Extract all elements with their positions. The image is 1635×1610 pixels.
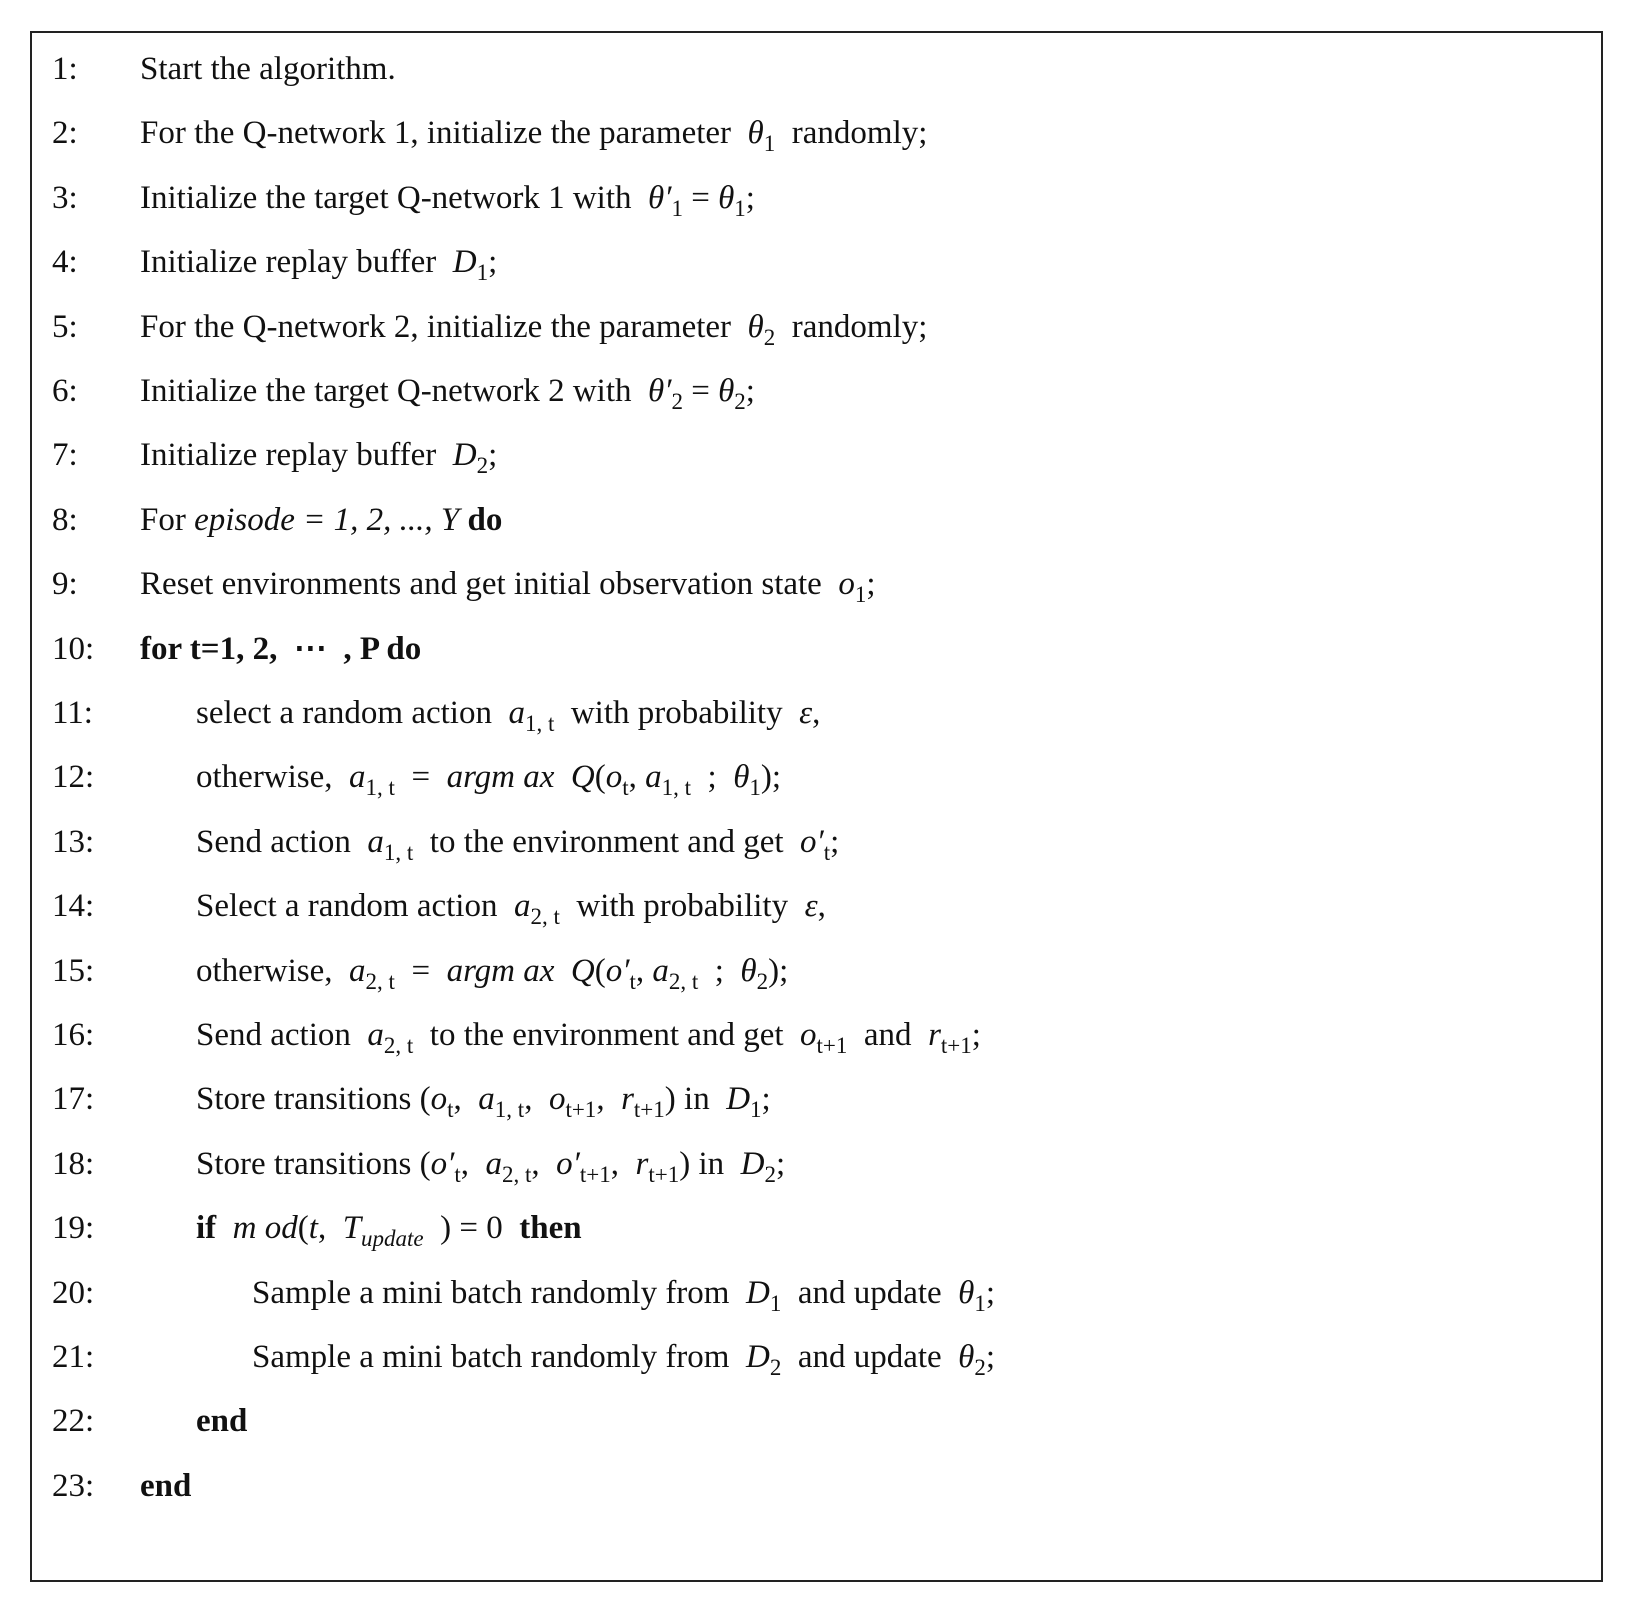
text-segment: t bbox=[629, 968, 636, 994]
line-number: 15: bbox=[52, 952, 95, 989]
text-segment: D bbox=[452, 244, 477, 281]
algorithm-line bbox=[32, 1327, 1601, 1387]
text-segment: with probability bbox=[559, 888, 805, 925]
line-number: 10: bbox=[52, 630, 95, 667]
text-segment: ( bbox=[297, 1210, 309, 1247]
text-segment: θ′ bbox=[648, 179, 672, 216]
text-segment: end bbox=[140, 1467, 192, 1504]
algorithm-line bbox=[32, 1263, 1601, 1323]
step-text bbox=[140, 490, 502, 550]
line-number: 3: bbox=[52, 179, 78, 216]
text-segment: θ bbox=[747, 308, 764, 345]
line-number: 4: bbox=[52, 244, 78, 281]
text-segment: randomly; bbox=[775, 308, 928, 345]
text-segment: otherwise, bbox=[196, 759, 350, 796]
text-segment: 1, t bbox=[383, 839, 414, 865]
text-segment: ; bbox=[745, 179, 755, 216]
text-segment: m od bbox=[232, 1210, 298, 1247]
text-segment: a bbox=[645, 759, 662, 796]
text-segment: ; bbox=[985, 1339, 996, 1375]
algorithm-line bbox=[32, 297, 1601, 357]
text-segment: update bbox=[361, 1226, 424, 1252]
text-segment: t+1 bbox=[633, 1097, 665, 1123]
text-segment: , bbox=[531, 1145, 557, 1182]
text-segment: ; bbox=[866, 566, 876, 603]
text-segment: ; bbox=[971, 1017, 981, 1053]
algorithm-line bbox=[32, 1069, 1601, 1129]
line-number: 12: bbox=[52, 759, 95, 796]
text-segment: ; bbox=[698, 952, 741, 989]
text-segment: select a random action bbox=[196, 695, 509, 731]
text-segment: 1 bbox=[854, 582, 867, 608]
algorithm-box bbox=[30, 31, 1603, 1582]
text-segment: θ′ bbox=[648, 373, 672, 409]
text-segment: t bbox=[447, 1097, 454, 1123]
text-segment: 2, t bbox=[668, 968, 699, 994]
text-segment: 1, t bbox=[524, 711, 555, 736]
text-segment: 2 bbox=[763, 324, 776, 350]
text-segment: ; bbox=[775, 1145, 786, 1182]
text-segment: for t=1, 2, ⋯ , P do bbox=[140, 630, 422, 667]
text-segment: t bbox=[622, 775, 629, 801]
text-segment: θ bbox=[740, 952, 757, 989]
text-segment: , bbox=[812, 695, 821, 731]
text-segment: ε bbox=[804, 888, 818, 925]
text-segment: 2 bbox=[769, 1355, 782, 1380]
text-segment: , bbox=[596, 1081, 622, 1118]
algorithm-line bbox=[32, 490, 1601, 550]
text-segment: , bbox=[628, 759, 646, 796]
text-segment: then bbox=[519, 1210, 582, 1247]
text-segment: 2, t bbox=[502, 1161, 532, 1187]
text-segment: ; bbox=[985, 1274, 996, 1311]
step-text bbox=[196, 747, 781, 818]
text-segment: end bbox=[196, 1403, 248, 1440]
text-segment: Initialize replay buffer bbox=[140, 437, 453, 474]
text-segment: t+1 bbox=[579, 1161, 611, 1187]
algorithm-line bbox=[32, 876, 1601, 936]
text-segment: otherwise, bbox=[196, 952, 350, 989]
text-segment: 1, t bbox=[365, 775, 395, 801]
text-segment: , bbox=[817, 888, 826, 925]
line-number: 6: bbox=[52, 373, 78, 409]
text-segment: Sample a mini batch randomly from bbox=[252, 1274, 746, 1311]
step-text bbox=[140, 425, 497, 496]
line-number: 13: bbox=[52, 823, 95, 860]
algorithm-line bbox=[32, 1005, 1601, 1065]
line-number: 21: bbox=[52, 1339, 95, 1375]
line-number: 5: bbox=[52, 308, 78, 345]
text-segment: ; bbox=[488, 244, 498, 281]
text-segment: t bbox=[454, 1161, 461, 1187]
text-segment: = bbox=[682, 373, 719, 409]
text-segment: D bbox=[740, 1145, 765, 1182]
algorithm-line bbox=[32, 1456, 1601, 1516]
line-number: 7: bbox=[52, 437, 78, 474]
text-segment: a bbox=[652, 952, 669, 989]
text-segment: Reset environments and get initial observation state bbox=[140, 566, 839, 603]
text-segment: Initialize the target Q-network 2 with bbox=[140, 373, 648, 409]
text-segment: if bbox=[196, 1210, 217, 1247]
text-segment: o bbox=[800, 1017, 817, 1053]
text-segment: Store transitions ( bbox=[196, 1081, 431, 1118]
text-segment: a bbox=[367, 823, 384, 860]
text-segment: o′ bbox=[605, 952, 630, 989]
text-segment: t bbox=[308, 1210, 318, 1247]
text-segment: a bbox=[349, 759, 366, 796]
text-segment: 2 bbox=[974, 1355, 986, 1380]
text-segment: o bbox=[548, 1081, 566, 1118]
text-segment: , bbox=[317, 1210, 343, 1247]
text-segment: randomly; bbox=[775, 115, 928, 152]
algorithm-line bbox=[32, 103, 1601, 163]
text-segment: a bbox=[485, 1145, 503, 1182]
text-segment: , bbox=[610, 1145, 636, 1182]
text-segment: 1 bbox=[763, 131, 776, 157]
text-segment: a bbox=[367, 1017, 384, 1053]
step-text bbox=[196, 941, 788, 1012]
text-segment: ) = 0 bbox=[423, 1210, 520, 1247]
algorithm-line bbox=[32, 168, 1601, 228]
step-text bbox=[140, 232, 497, 303]
step-text bbox=[196, 1069, 771, 1140]
text-segment: a bbox=[513, 888, 531, 925]
line-number: 17: bbox=[52, 1081, 95, 1118]
text-segment: For the Q-network 1, initialize the parameter bbox=[140, 115, 748, 152]
step-text bbox=[196, 1005, 981, 1076]
text-segment: and bbox=[847, 1017, 929, 1053]
text-segment: D bbox=[452, 437, 477, 474]
step-text bbox=[252, 1327, 995, 1398]
line-number: 2: bbox=[52, 115, 78, 152]
text-segment: with probability bbox=[554, 695, 800, 731]
text-segment: Send action bbox=[196, 1017, 368, 1053]
algorithm-line bbox=[32, 1134, 1601, 1194]
line-number: 18: bbox=[52, 1145, 95, 1182]
algorithm-line bbox=[32, 812, 1601, 872]
text-segment: 2 bbox=[476, 453, 489, 479]
line-number: 11: bbox=[52, 695, 93, 731]
text-segment: Initialize the target Q-network 1 with bbox=[140, 179, 648, 216]
step-text bbox=[196, 1134, 785, 1205]
text-segment: 2 bbox=[671, 389, 683, 414]
step-text bbox=[140, 619, 421, 679]
algorithm-line bbox=[32, 361, 1601, 421]
algorithm-line bbox=[32, 1198, 1601, 1258]
step-text bbox=[196, 876, 826, 947]
step-text bbox=[140, 297, 927, 368]
text-segment: 1 bbox=[476, 260, 489, 286]
text-segment: o bbox=[430, 1081, 448, 1118]
text-segment: ; bbox=[488, 437, 498, 474]
step-text bbox=[140, 554, 876, 625]
text-segment: , bbox=[635, 952, 653, 989]
text-segment: to the environment and get bbox=[413, 823, 801, 860]
text-segment: Initialize replay buffer bbox=[140, 244, 453, 281]
text-segment: θ bbox=[958, 1274, 975, 1311]
text-segment: , bbox=[524, 1081, 549, 1118]
text-segment: o bbox=[605, 759, 623, 796]
text-segment: ) in bbox=[664, 1081, 727, 1118]
line-number: 14: bbox=[52, 888, 95, 925]
text-segment: ) in bbox=[679, 1145, 741, 1182]
line-number: 9: bbox=[52, 566, 78, 603]
step-text bbox=[140, 1456, 191, 1516]
text-segment: and update bbox=[781, 1274, 959, 1311]
step-text bbox=[196, 683, 820, 754]
text-segment: 1, t bbox=[661, 775, 692, 801]
step-text bbox=[196, 1198, 582, 1269]
step-text bbox=[252, 1263, 995, 1334]
text-segment: ( bbox=[594, 759, 606, 796]
text-segment: argm ax Q bbox=[446, 759, 595, 796]
algorithm-line bbox=[32, 554, 1601, 614]
text-segment: ; bbox=[691, 759, 734, 796]
text-segment: t+1 bbox=[816, 1033, 848, 1058]
text-segment: r bbox=[621, 1081, 634, 1118]
text-segment: do bbox=[467, 501, 503, 538]
text-segment: Store transitions ( bbox=[196, 1145, 431, 1182]
text-segment: 2, t bbox=[383, 1033, 414, 1058]
text-segment: θ bbox=[718, 373, 735, 409]
text-segment: to the environment and get bbox=[413, 1017, 801, 1053]
text-segment: episode = 1, 2, ..., Y bbox=[194, 501, 460, 538]
step-text bbox=[140, 103, 927, 174]
text-segment: o′ bbox=[800, 823, 824, 860]
text-segment: t+1 bbox=[565, 1097, 597, 1123]
step-text bbox=[140, 39, 396, 99]
text-segment: Send action bbox=[196, 823, 368, 860]
text-segment: r bbox=[928, 1017, 941, 1053]
line-number: 19: bbox=[52, 1210, 95, 1247]
text-segment: and update bbox=[781, 1339, 959, 1375]
text-segment: = bbox=[394, 952, 447, 989]
text-segment: T bbox=[342, 1210, 362, 1247]
line-number: 20: bbox=[52, 1274, 95, 1311]
text-segment: = bbox=[394, 759, 447, 796]
text-segment: a bbox=[478, 1081, 495, 1118]
text-segment: 2, t bbox=[530, 904, 560, 930]
algorithm-line bbox=[32, 1391, 1601, 1451]
text-segment: 1, t bbox=[494, 1097, 525, 1123]
text-segment: o bbox=[838, 566, 855, 603]
text-segment: 1 bbox=[734, 195, 746, 221]
text-segment: ε bbox=[799, 695, 813, 731]
algorithm-line bbox=[32, 941, 1601, 1001]
algorithm-line bbox=[32, 39, 1601, 99]
text-segment: , bbox=[460, 1145, 486, 1182]
text-segment: 2, t bbox=[365, 968, 395, 994]
text-segment: ; bbox=[761, 1081, 771, 1118]
text-segment: 1 bbox=[750, 1097, 762, 1123]
step-text bbox=[140, 168, 755, 239]
text-segment: 1 bbox=[671, 195, 683, 221]
text-segment: ); bbox=[760, 759, 782, 796]
text-segment: argm ax Q bbox=[446, 952, 595, 989]
text-segment: θ bbox=[747, 115, 764, 152]
line-number: 16: bbox=[52, 1017, 95, 1053]
text-segment: 2 bbox=[764, 1161, 776, 1187]
step-text bbox=[196, 812, 839, 883]
line-number: 1: bbox=[52, 51, 78, 87]
text-segment: 1 bbox=[974, 1290, 986, 1316]
text-segment: t bbox=[823, 839, 831, 865]
text-segment: D bbox=[745, 1339, 770, 1375]
algorithm-line bbox=[32, 747, 1601, 807]
line-number: 23: bbox=[52, 1467, 95, 1504]
text-segment: a bbox=[508, 695, 525, 731]
text-segment: ); bbox=[768, 952, 789, 989]
text-segment: ; bbox=[830, 823, 840, 860]
text-segment bbox=[459, 502, 467, 538]
algorithm-line bbox=[32, 232, 1601, 292]
text-segment: θ bbox=[958, 1339, 975, 1375]
text-segment: For bbox=[140, 501, 195, 538]
text-segment: 1 bbox=[769, 1290, 782, 1316]
text-segment: o′ bbox=[556, 1145, 580, 1182]
text-segment: For the Q-network 2, initialize the parameter bbox=[140, 308, 748, 345]
text-segment: 1 bbox=[749, 775, 761, 801]
text-segment: Select a random action bbox=[196, 888, 514, 925]
line-number: 22: bbox=[52, 1403, 95, 1440]
text-segment: D bbox=[726, 1081, 751, 1118]
text-segment: ( bbox=[594, 952, 606, 989]
text-segment: θ bbox=[733, 759, 750, 796]
algorithm-line bbox=[32, 425, 1601, 485]
text-segment: a bbox=[349, 952, 366, 989]
text-segment: D bbox=[745, 1274, 770, 1311]
text-segment: t+1 bbox=[940, 1033, 972, 1058]
line-number: 8: bbox=[52, 501, 78, 538]
step-text bbox=[196, 1391, 247, 1451]
text-segment: r bbox=[635, 1145, 649, 1182]
text-segment: 2 bbox=[756, 968, 769, 994]
step-text bbox=[140, 361, 755, 432]
text-segment: o′ bbox=[430, 1145, 455, 1182]
algorithm-line bbox=[32, 683, 1601, 743]
text-segment: Start the algorithm. bbox=[140, 51, 396, 87]
algorithm-line bbox=[32, 619, 1601, 679]
text-segment: t+1 bbox=[648, 1161, 680, 1187]
text-segment: , bbox=[453, 1081, 479, 1118]
text-segment: = bbox=[682, 179, 719, 216]
text-segment: 2 bbox=[734, 389, 746, 414]
text-segment bbox=[216, 1210, 233, 1246]
text-segment: Sample a mini batch randomly from bbox=[252, 1339, 746, 1375]
text-segment: θ bbox=[718, 179, 735, 216]
text-segment: ; bbox=[745, 373, 755, 409]
